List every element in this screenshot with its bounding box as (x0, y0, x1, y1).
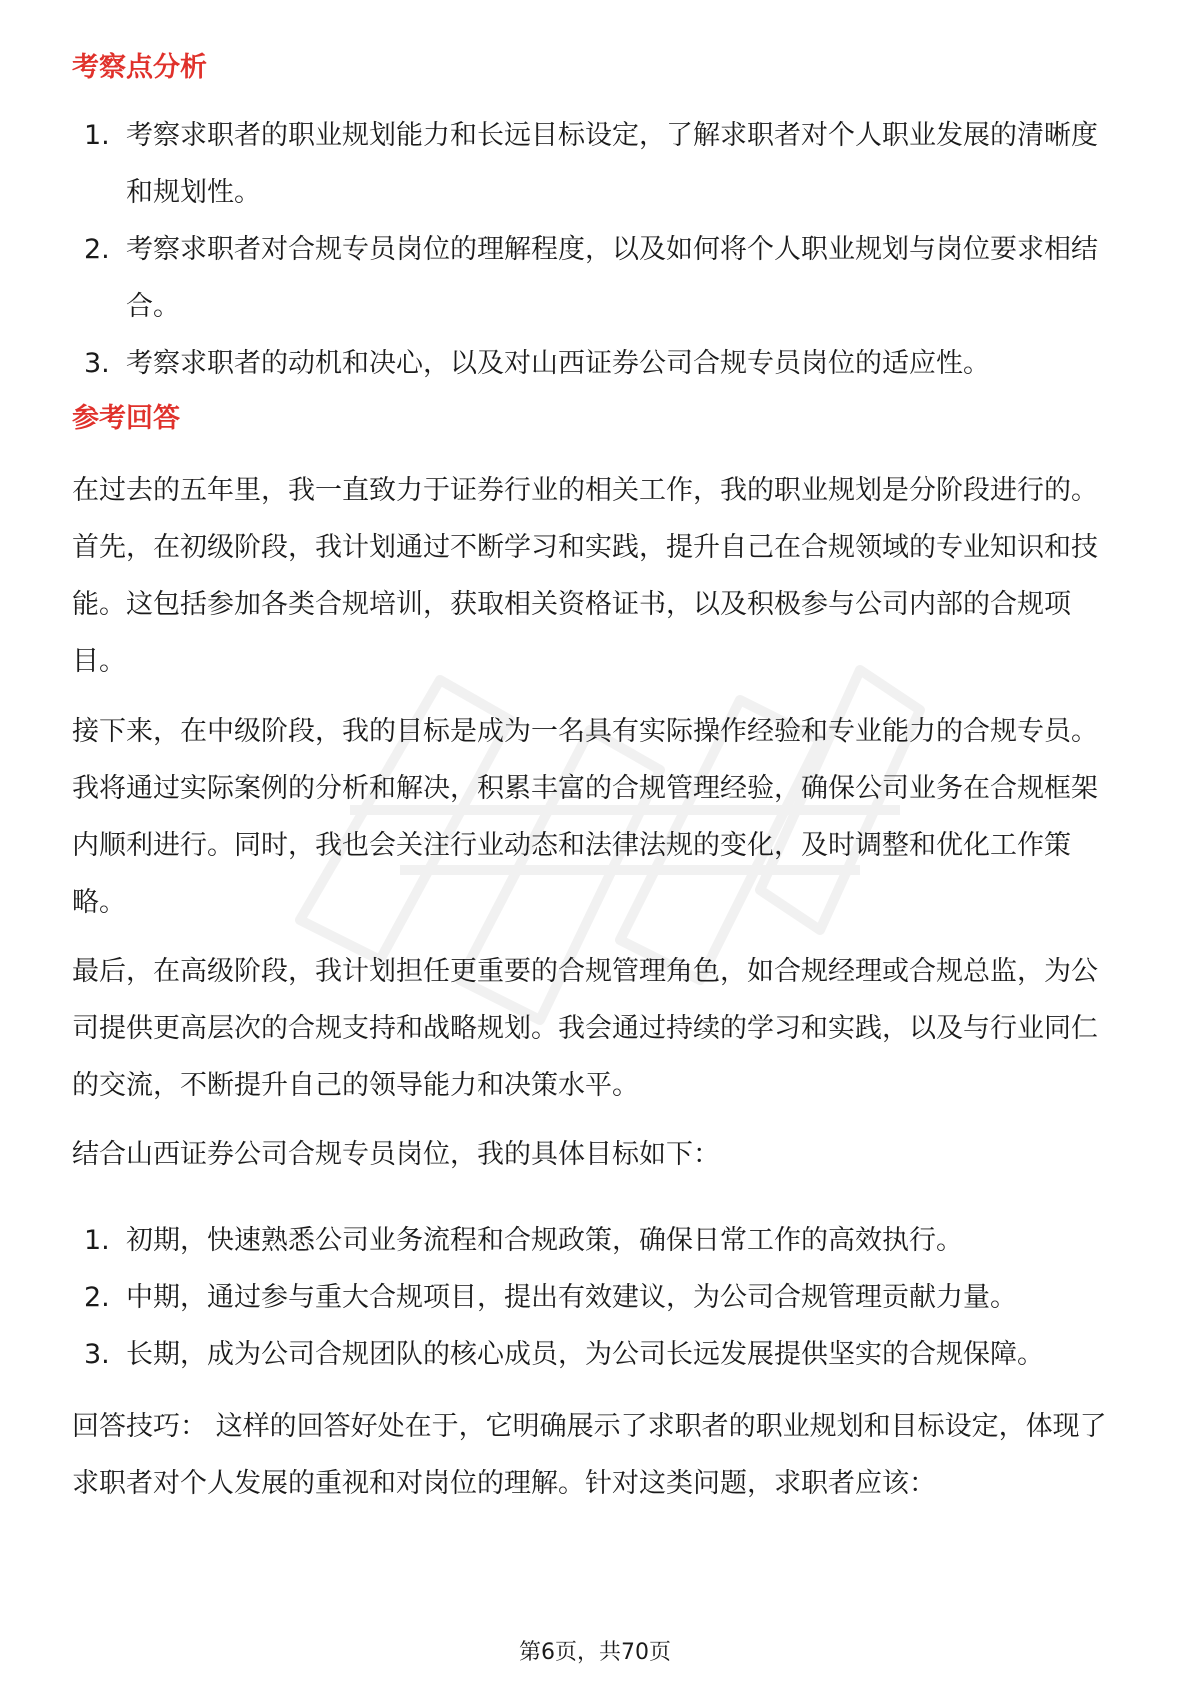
list-item (72, 221, 1122, 335)
list-item-text: 中期，通过参与重大合规项目，提出有效建议，为公司合规管理贡献力量。 (126, 1282, 1017, 1313)
list-item-number: 2. (84, 1282, 110, 1313)
list-item-number: 3. (84, 1339, 110, 1370)
section-heading-analysis: 考察点分析 (72, 52, 207, 83)
list-item-text: 长期，成为公司合规团队的核心成员，为公司长远发展提供坚实的合规保障。 (126, 1339, 1044, 1370)
list-item-text: 初期，快速熟悉公司业务流程和合规政策，确保日常工作的高效执行。 (126, 1225, 963, 1256)
answer-paragraph-1: 在过去的五年里，我一直致力于证券行业的相关工作，我的职业规划是分阶段进行的。首先，在初级阶段，我计划通过不断学习和实践，提升自己在合规领域的专业知识和技能。这包括参加各类合规培训，获取相关资格证书，以及积极参与公司内部的合规项目。 (72, 475, 1098, 677)
analysis-list (72, 107, 1122, 392)
list-item-number: 1. (84, 1225, 110, 1256)
list-item (72, 1269, 1122, 1326)
list-item (72, 335, 1122, 392)
list-item-text: 考察求职者的动机和决心，以及对山西证券公司合规专员岗位的适应性。 (126, 348, 990, 379)
page-number: 第6页，共70页 (519, 1640, 671, 1665)
list-item-number: 2. (84, 234, 110, 265)
goals-list (72, 1212, 1122, 1383)
answer-tips-paragraph: 回答技巧： 这样的回答好处在于，它明确展示了求职者的职业规划和目标设定，体现了求职者对个人发展的重视和对岗位的理解。针对这类问题，求职者应该： (72, 1411, 1107, 1499)
list-item-text: 考察求职者的职业规划能力和长远目标设定，了解求职者对个人职业发展的清晰度和规划性。 (126, 120, 1098, 208)
list-item-number: 3. (84, 348, 110, 379)
answer-paragraph-3: 最后，在高级阶段，我计划担任更重要的合规管理角色，如合规经理或合规总监，为公司提供更高层次的合规支持和战略规划。我会通过持续的学习和实践，以及与行业同仁的交流，不断提升自己的领导能力和决策水平。 (72, 956, 1098, 1101)
list-item (72, 1326, 1122, 1383)
list-item-number: 1. (84, 120, 110, 151)
list-item-text: 考察求职者对合规专员岗位的理解程度，以及如何将个人职业规划与岗位要求相结合。 (126, 234, 1098, 322)
answer-paragraph-4: 结合山西证券公司合规专员岗位，我的具体目标如下： (72, 1139, 720, 1170)
list-item (72, 1212, 1122, 1269)
answer-paragraph-2: 接下来，在中级阶段，我的目标是成为一名具有实际操作经验和专业能力的合规专员。我将通过实际案例的分析和解决，积累丰富的合规管理经验，确保公司业务在合规框架内顺利进行。同时，我也会关注行业动态和法律法规的变化，及时调整和优化工作策略。 (72, 716, 1098, 918)
section-heading-answer: 参考回答 (72, 403, 180, 434)
list-item (72, 107, 1122, 221)
